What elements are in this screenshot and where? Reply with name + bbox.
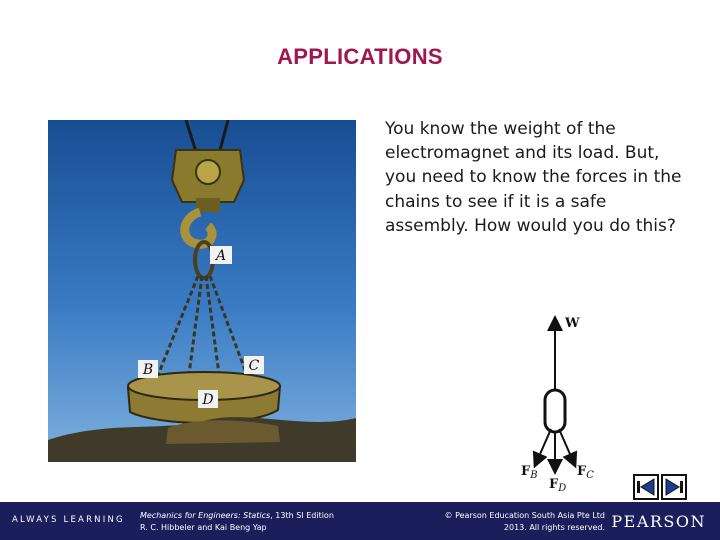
- slide-title: APPLICATIONS: [277, 44, 443, 69]
- book-edition: , 13th SI Edition: [270, 511, 334, 520]
- always-learning-brand: ALWAYS LEARNING: [12, 515, 125, 525]
- next-slide-button[interactable]: [662, 475, 686, 499]
- previous-slide-button[interactable]: [634, 475, 658, 499]
- fc-sub: C: [586, 470, 594, 481]
- label-c: C: [248, 358, 260, 374]
- slide-navigation: [632, 473, 688, 501]
- copyright-line-1: © Pearson Education South Asia Pte Ltd: [444, 511, 605, 520]
- label-d: D: [202, 392, 214, 408]
- fb-label: F: [521, 464, 531, 479]
- fd-label: F: [549, 477, 559, 492]
- copyright-line-2: 2013. All rights reserved.: [503, 522, 605, 532]
- copyright-notice: [445, 510, 605, 533]
- free-body-diagram: [505, 305, 615, 495]
- pearson-logo: PEARSON: [611, 512, 706, 531]
- svg-text:FD: [549, 477, 566, 494]
- svg-text:FB: [521, 464, 538, 481]
- footer-bar: [0, 502, 720, 540]
- w-label: W: [565, 316, 580, 331]
- svg-text:FC: [577, 464, 594, 481]
- book-authors: R. C. Hibbeler and Kai Beng Yap: [140, 522, 267, 532]
- previous-slide-icon: [637, 481, 640, 493]
- label-a: A: [215, 248, 227, 264]
- fc-label: F: [577, 464, 587, 479]
- label-b: B: [142, 362, 154, 378]
- fd-sub: D: [558, 483, 567, 494]
- body-text: You know the weight of the electromagnet and its load. But, you need to know the forces in the chains to see if it is a safe assembly. How would you do this?: [385, 119, 682, 236]
- book-title: Mechanics for Engineers: Statics: [140, 511, 271, 520]
- electromagnet-photo: [48, 120, 356, 462]
- book-citation: [140, 510, 334, 533]
- fb-sub: B: [530, 470, 538, 481]
